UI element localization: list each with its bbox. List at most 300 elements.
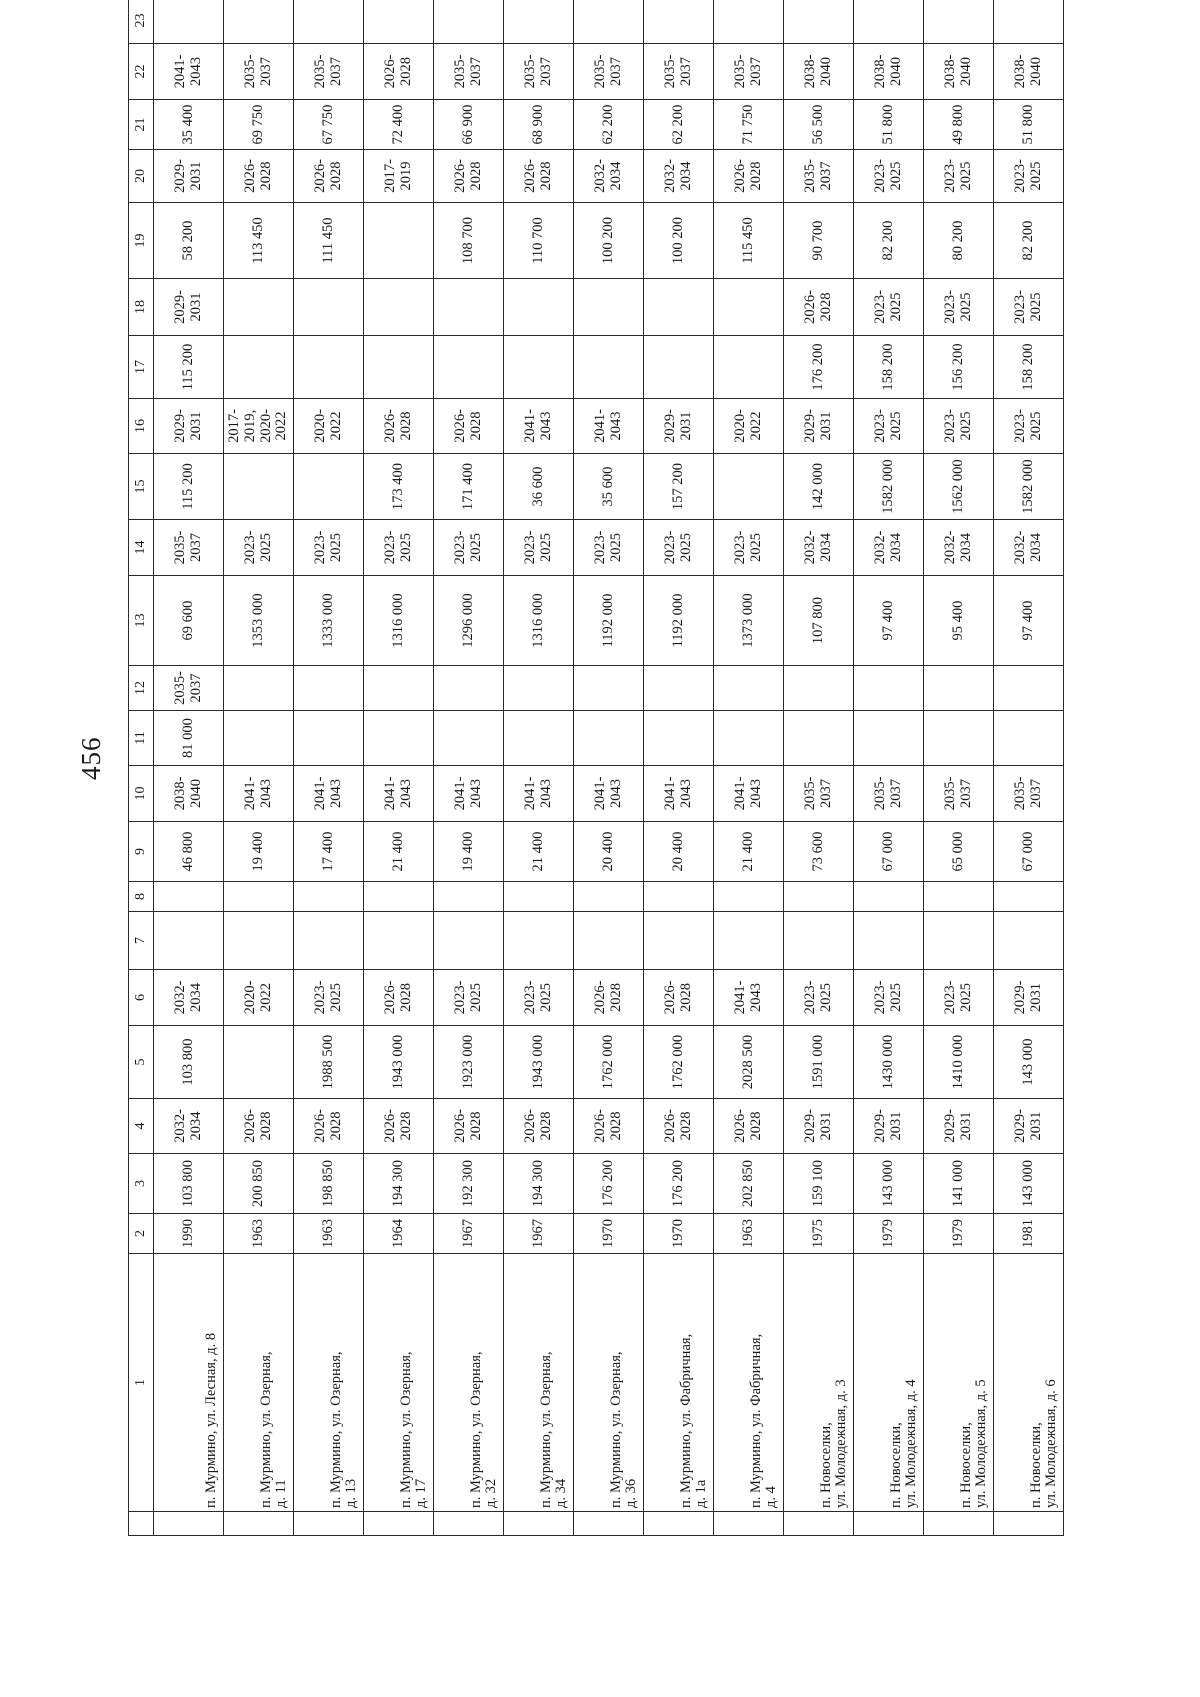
- cell-col-21: 67 750: [294, 100, 364, 150]
- cell-col-8: [224, 882, 294, 912]
- cell-col-4: 2026- 2028: [364, 1099, 434, 1154]
- row-margin-cell: [504, 1512, 574, 1536]
- cell-col-20: 2032- 2034: [644, 150, 714, 203]
- cell-col-8: [504, 882, 574, 912]
- cell-col-21: 35 400: [154, 100, 224, 150]
- column-number-2: 2: [129, 1214, 154, 1254]
- cell-col-21: 49 800: [924, 100, 994, 150]
- cell-col-11: [784, 711, 854, 766]
- cell-col-2: 1970: [574, 1214, 644, 1254]
- column-number-11: 11: [129, 711, 154, 766]
- cell-col-21: 68 900: [504, 100, 574, 150]
- cell-col-9: 19 400: [224, 822, 294, 882]
- cell-col-20: 2026- 2028: [224, 150, 294, 203]
- cell-col-3: 141 000: [924, 1154, 994, 1214]
- cell-col-17: [644, 336, 714, 399]
- cell-col-20: 2023- 2025: [994, 150, 1064, 203]
- cell-col-12: [644, 666, 714, 711]
- cell-col-4: 2029- 2031: [924, 1099, 994, 1154]
- column-number-8: 8: [129, 882, 154, 912]
- cell-col-11: [504, 711, 574, 766]
- row-margin-cell: [644, 1512, 714, 1536]
- row-margin-cell: [294, 1512, 364, 1536]
- cell-col-15: 1582 000: [854, 454, 924, 520]
- cell-col-17: [714, 336, 784, 399]
- cell-col-23: [154, 0, 224, 44]
- column-number-7: 7: [129, 912, 154, 970]
- cell-col-18: [434, 279, 504, 336]
- cell-col-13: 1316 000: [504, 576, 574, 666]
- cell-col-18: 2023- 2025: [854, 279, 924, 336]
- cell-col-13: 1316 000: [364, 576, 434, 666]
- cell-col-6: 2023- 2025: [294, 970, 364, 1026]
- cell-col-19: 110 700: [504, 203, 574, 279]
- cell-col-2: 1975: [784, 1214, 854, 1254]
- cell-col-11: 81 000: [154, 711, 224, 766]
- cell-col-15: 1562 000: [924, 454, 994, 520]
- cell-col-8: [784, 882, 854, 912]
- cell-col-4: 2026- 2028: [434, 1099, 504, 1154]
- cell-col-2: 1963: [714, 1214, 784, 1254]
- cell-col-8: [714, 882, 784, 912]
- cell-col-14: 2032- 2034: [854, 520, 924, 576]
- cell-col-8: [154, 882, 224, 912]
- address-cell: п. Новоселки, ул. Молодежная, д. 3: [784, 1254, 854, 1512]
- address-cell: п. Мурмино, ул. Озерная, д. 36: [574, 1254, 644, 1512]
- cell-col-2: 1967: [504, 1214, 574, 1254]
- cell-col-10: 2035- 2037: [784, 766, 854, 822]
- cell-col-19: [364, 203, 434, 279]
- cell-col-5: 1943 000: [364, 1026, 434, 1099]
- cell-col-13: 1373 000: [714, 576, 784, 666]
- cell-col-18: [504, 279, 574, 336]
- cell-col-22: 2038- 2040: [854, 44, 924, 100]
- cell-col-5: 1762 000: [644, 1026, 714, 1099]
- cell-col-17: [504, 336, 574, 399]
- cell-col-13: 95 400: [924, 576, 994, 666]
- cell-col-13: 1192 000: [574, 576, 644, 666]
- table-row: [784, 0, 854, 1536]
- cell-col-4: 2026- 2028: [574, 1099, 644, 1154]
- cell-col-6: 2023- 2025: [854, 970, 924, 1026]
- address-cell: п. Мурмино, ул. Лесная, д. 8: [154, 1254, 224, 1512]
- cell-col-9: 65 000: [924, 822, 994, 882]
- cell-col-8: [574, 882, 644, 912]
- cell-col-23: [294, 0, 364, 44]
- row-margin-cell: [714, 1512, 784, 1536]
- cell-col-12: 2035- 2037: [154, 666, 224, 711]
- cell-col-21: 62 200: [574, 100, 644, 150]
- cell-col-17: 115 200: [154, 336, 224, 399]
- cell-col-6: 2032- 2034: [154, 970, 224, 1026]
- cell-col-11: [574, 711, 644, 766]
- cell-col-14: 2035- 2037: [154, 520, 224, 576]
- cell-col-9: 20 400: [574, 822, 644, 882]
- cell-col-4: 2026- 2028: [294, 1099, 364, 1154]
- cell-col-9: 19 400: [434, 822, 504, 882]
- cell-col-8: [294, 882, 364, 912]
- address-cell: п. Новоселки, ул. Молодежная, д. 5: [924, 1254, 994, 1512]
- column-number-row: [129, 0, 154, 1536]
- cell-col-8: [994, 882, 1064, 912]
- cell-col-14: 2032- 2034: [924, 520, 994, 576]
- row-margin-cell: [854, 1512, 924, 1536]
- cell-col-23: [784, 0, 854, 44]
- cell-col-23: [364, 0, 434, 44]
- row-margin-cell: [784, 1512, 854, 1536]
- cell-col-15: [224, 454, 294, 520]
- cell-col-14: 2023- 2025: [364, 520, 434, 576]
- cell-col-14: 2023- 2025: [504, 520, 574, 576]
- cell-col-15: 36 600: [504, 454, 574, 520]
- column-number-18: 18: [129, 279, 154, 336]
- cell-col-5: 1591 000: [784, 1026, 854, 1099]
- cell-col-8: [924, 882, 994, 912]
- cell-col-20: 2029- 2031: [154, 150, 224, 203]
- cell-col-5: [224, 1026, 294, 1099]
- column-number-21: 21: [129, 100, 154, 150]
- cell-col-21: 51 800: [854, 100, 924, 150]
- table-row: [994, 0, 1064, 1536]
- cell-col-11: [924, 711, 994, 766]
- cell-col-23: [434, 0, 504, 44]
- rotated-table-frame: [128, 13, 1066, 1536]
- cell-col-10: 2041- 2043: [574, 766, 644, 822]
- cell-col-16: 2017- 2019, 2020- 2022: [224, 399, 294, 454]
- cell-col-3: 143 000: [994, 1154, 1064, 1214]
- cell-col-20: 2023- 2025: [854, 150, 924, 203]
- cell-col-22: 2026- 2028: [364, 44, 434, 100]
- cell-col-5: 1923 000: [434, 1026, 504, 1099]
- cell-col-2: 1967: [434, 1214, 504, 1254]
- address-cell: п. Мурмино, ул. Озерная, д. 17: [364, 1254, 434, 1512]
- cell-col-22: 2038- 2040: [784, 44, 854, 100]
- cell-col-5: 1410 000: [924, 1026, 994, 1099]
- cell-col-11: [434, 711, 504, 766]
- cell-col-15: [714, 454, 784, 520]
- cell-col-7: [994, 912, 1064, 970]
- cell-col-18: [714, 279, 784, 336]
- cell-col-6: 2020- 2022: [224, 970, 294, 1026]
- cell-col-16: 2020- 2022: [714, 399, 784, 454]
- cell-col-14: 2023- 2025: [434, 520, 504, 576]
- cell-col-7: [574, 912, 644, 970]
- cell-col-11: [364, 711, 434, 766]
- cell-col-18: [574, 279, 644, 336]
- cell-col-3: 143 000: [854, 1154, 924, 1214]
- cell-col-19: 111 450: [294, 203, 364, 279]
- table-row: [504, 0, 574, 1536]
- cell-col-13: 69 600: [154, 576, 224, 666]
- cell-col-15: 173 400: [364, 454, 434, 520]
- cell-col-7: [504, 912, 574, 970]
- cell-col-18: [364, 279, 434, 336]
- column-number-5: 5: [129, 1026, 154, 1099]
- cell-col-22: 2041- 2043: [154, 44, 224, 100]
- cell-col-10: 2041- 2043: [294, 766, 364, 822]
- cell-col-16: 2026- 2028: [364, 399, 434, 454]
- cell-col-17: 156 200: [924, 336, 994, 399]
- cell-col-21: 51 800: [994, 100, 1064, 150]
- cell-col-3: 192 300: [434, 1154, 504, 1214]
- cell-col-19: 80 200: [924, 203, 994, 279]
- cell-col-11: [294, 711, 364, 766]
- cell-col-23: [714, 0, 784, 44]
- cell-col-7: [294, 912, 364, 970]
- cell-col-11: [224, 711, 294, 766]
- cell-col-12: [504, 666, 574, 711]
- cell-col-2: 1990: [154, 1214, 224, 1254]
- cell-col-16: 2029- 2031: [644, 399, 714, 454]
- corner-cell: [129, 1512, 154, 1536]
- cell-col-18: 2026- 2028: [784, 279, 854, 336]
- cell-col-14: 2023- 2025: [714, 520, 784, 576]
- cell-col-22: 2035- 2037: [574, 44, 644, 100]
- cell-col-9: 67 000: [854, 822, 924, 882]
- cell-col-5: 103 800: [154, 1026, 224, 1099]
- cell-col-4: 2026- 2028: [224, 1099, 294, 1154]
- cell-col-14: 2023- 2025: [224, 520, 294, 576]
- cell-col-13: 97 400: [854, 576, 924, 666]
- cell-col-5: 1988 500: [294, 1026, 364, 1099]
- cell-col-4: 2029- 2031: [994, 1099, 1064, 1154]
- cell-col-19: 113 450: [224, 203, 294, 279]
- cell-col-23: [644, 0, 714, 44]
- table-row: [364, 0, 434, 1536]
- cell-col-23: [504, 0, 574, 44]
- cell-col-12: [294, 666, 364, 711]
- cell-col-3: 103 800: [154, 1154, 224, 1214]
- cell-col-7: [924, 912, 994, 970]
- cell-col-7: [644, 912, 714, 970]
- column-number-16: 16: [129, 399, 154, 454]
- cell-col-13: 97 400: [994, 576, 1064, 666]
- register-table: [128, 0, 1064, 1536]
- cell-col-10: 2041- 2043: [364, 766, 434, 822]
- cell-col-7: [854, 912, 924, 970]
- cell-col-3: 194 300: [364, 1154, 434, 1214]
- cell-col-9: 73 600: [784, 822, 854, 882]
- cell-col-5: 1430 000: [854, 1026, 924, 1099]
- cell-col-18: [224, 279, 294, 336]
- cell-col-8: [434, 882, 504, 912]
- address-cell: п. Мурмино, ул. Озерная, д. 34: [504, 1254, 574, 1512]
- cell-col-12: [924, 666, 994, 711]
- cell-col-12: [224, 666, 294, 711]
- cell-col-15: 142 000: [784, 454, 854, 520]
- cell-col-2: 1963: [224, 1214, 294, 1254]
- cell-col-3: 202 850: [714, 1154, 784, 1214]
- address-cell: п. Мурмино, ул. Озерная, д. 11: [224, 1254, 294, 1512]
- cell-col-6: 2041- 2043: [714, 970, 784, 1026]
- cell-col-23: [574, 0, 644, 44]
- cell-col-10: 2035- 2037: [994, 766, 1064, 822]
- cell-col-2: 1963: [294, 1214, 364, 1254]
- address-cell: п. Мурмино, ул. Озерная, д. 32: [434, 1254, 504, 1512]
- cell-col-22: 2035- 2037: [224, 44, 294, 100]
- cell-col-14: 2023- 2025: [644, 520, 714, 576]
- column-number-14: 14: [129, 520, 154, 576]
- cell-col-2: 1979: [854, 1214, 924, 1254]
- cell-col-4: 2032- 2034: [154, 1099, 224, 1154]
- cell-col-8: [644, 882, 714, 912]
- table-row: [714, 0, 784, 1536]
- cell-col-21: 69 750: [224, 100, 294, 150]
- cell-col-5: 2028 500: [714, 1026, 784, 1099]
- cell-col-23: [924, 0, 994, 44]
- cell-col-4: 2029- 2031: [784, 1099, 854, 1154]
- cell-col-22: 2035- 2037: [294, 44, 364, 100]
- cell-col-9: 21 400: [504, 822, 574, 882]
- column-number-1: 1: [129, 1254, 154, 1512]
- cell-col-9: 21 400: [364, 822, 434, 882]
- cell-col-16: 2029- 2031: [154, 399, 224, 454]
- cell-col-6: 2023- 2025: [504, 970, 574, 1026]
- cell-col-13: 107 800: [784, 576, 854, 666]
- cell-col-12: [714, 666, 784, 711]
- address-cell: п. Новоселки, ул. Молодежная, д. 4: [854, 1254, 924, 1512]
- row-margin-cell: [154, 1512, 224, 1536]
- cell-col-15: 1582 000: [994, 454, 1064, 520]
- column-number-17: 17: [129, 336, 154, 399]
- cell-col-11: [994, 711, 1064, 766]
- cell-col-15: 171 400: [434, 454, 504, 520]
- cell-col-4: 2026- 2028: [714, 1099, 784, 1154]
- address-cell: п. Мурмино, ул. Озерная, д. 13: [294, 1254, 364, 1512]
- cell-col-19: 100 200: [574, 203, 644, 279]
- cell-col-7: [224, 912, 294, 970]
- cell-col-20: 2026- 2028: [294, 150, 364, 203]
- column-number-12: 12: [129, 666, 154, 711]
- cell-col-23: [854, 0, 924, 44]
- cell-col-2: 1970: [644, 1214, 714, 1254]
- cell-col-19: 100 200: [644, 203, 714, 279]
- cell-col-13: 1353 000: [224, 576, 294, 666]
- cell-col-19: 108 700: [434, 203, 504, 279]
- column-number-23: 23: [129, 0, 154, 44]
- cell-col-20: 2026- 2028: [434, 150, 504, 203]
- cell-col-20: 2023- 2025: [924, 150, 994, 203]
- column-number-3: 3: [129, 1154, 154, 1214]
- cell-col-21: 62 200: [644, 100, 714, 150]
- cell-col-14: 2023- 2025: [574, 520, 644, 576]
- cell-col-10: 2041- 2043: [504, 766, 574, 822]
- cell-col-10: 2041- 2043: [434, 766, 504, 822]
- cell-col-15: 35 600: [574, 454, 644, 520]
- cell-col-10: 2035- 2037: [854, 766, 924, 822]
- cell-col-22: 2035- 2037: [644, 44, 714, 100]
- cell-col-9: 17 400: [294, 822, 364, 882]
- cell-col-6: 2026- 2028: [574, 970, 644, 1026]
- row-margin-cell: [924, 1512, 994, 1536]
- table-row: [644, 0, 714, 1536]
- cell-col-16: 2026- 2028: [434, 399, 504, 454]
- cell-col-3: 194 300: [504, 1154, 574, 1214]
- cell-col-18: 2029- 2031: [154, 279, 224, 336]
- column-number-6: 6: [129, 970, 154, 1026]
- cell-col-17: 158 200: [994, 336, 1064, 399]
- cell-col-3: 200 850: [224, 1154, 294, 1214]
- row-margin-cell: [994, 1512, 1064, 1536]
- page-number: 456: [76, 736, 106, 780]
- column-number-15: 15: [129, 454, 154, 520]
- cell-col-13: 1333 000: [294, 576, 364, 666]
- row-margin-cell: [434, 1512, 504, 1536]
- column-number-9: 9: [129, 822, 154, 882]
- cell-col-8: [364, 882, 434, 912]
- cell-col-17: 158 200: [854, 336, 924, 399]
- cell-col-7: [364, 912, 434, 970]
- cell-col-12: [574, 666, 644, 711]
- cell-col-22: 2035- 2037: [714, 44, 784, 100]
- cell-col-15: 157 200: [644, 454, 714, 520]
- cell-col-12: [434, 666, 504, 711]
- cell-col-12: [784, 666, 854, 711]
- address-cell: п. Новоселки, ул. Молодежная, д. 6: [994, 1254, 1064, 1512]
- cell-col-19: 58 200: [154, 203, 224, 279]
- cell-col-16: 2020- 2022: [294, 399, 364, 454]
- cell-col-11: [854, 711, 924, 766]
- cell-col-17: [294, 336, 364, 399]
- cell-col-9: 46 800: [154, 822, 224, 882]
- cell-col-18: 2023- 2025: [924, 279, 994, 336]
- row-margin-cell: [364, 1512, 434, 1536]
- cell-col-10: 2041- 2043: [714, 766, 784, 822]
- cell-col-19: 115 450: [714, 203, 784, 279]
- cell-col-3: 198 850: [294, 1154, 364, 1214]
- cell-col-22: 2035- 2037: [504, 44, 574, 100]
- cell-col-22: 2038- 2040: [924, 44, 994, 100]
- column-number-13: 13: [129, 576, 154, 666]
- cell-col-8: [854, 882, 924, 912]
- cell-col-19: 82 200: [994, 203, 1064, 279]
- cell-col-17: [224, 336, 294, 399]
- cell-col-11: [714, 711, 784, 766]
- cell-col-6: 2023- 2025: [924, 970, 994, 1026]
- cell-col-13: 1296 000: [434, 576, 504, 666]
- cell-col-7: [784, 912, 854, 970]
- column-number-19: 19: [129, 203, 154, 279]
- cell-col-20: 2035- 2037: [784, 150, 854, 203]
- cell-col-22: 2035- 2037: [434, 44, 504, 100]
- cell-col-10: 2041- 2043: [224, 766, 294, 822]
- cell-col-2: 1964: [364, 1214, 434, 1254]
- cell-col-9: 20 400: [644, 822, 714, 882]
- cell-col-17: 176 200: [784, 336, 854, 399]
- column-number-4: 4: [129, 1099, 154, 1154]
- cell-col-4: 2029- 2031: [854, 1099, 924, 1154]
- cell-col-18: [294, 279, 364, 336]
- cell-col-3: 159 100: [784, 1154, 854, 1214]
- cell-col-5: 1943 000: [504, 1026, 574, 1099]
- cell-col-20: 2017- 2019: [364, 150, 434, 203]
- table-row: [294, 0, 364, 1536]
- cell-col-7: [434, 912, 504, 970]
- cell-col-10: 2035- 2037: [924, 766, 994, 822]
- cell-col-20: 2026- 2028: [504, 150, 574, 203]
- row-margin-cell: [224, 1512, 294, 1536]
- table-row: [854, 0, 924, 1536]
- cell-col-18: [644, 279, 714, 336]
- cell-col-9: 67 000: [994, 822, 1064, 882]
- table-row: [154, 0, 224, 1536]
- table-row: [224, 0, 294, 1536]
- cell-col-14: 2032- 2034: [784, 520, 854, 576]
- address-cell: п. Мурмино, ул. Фабричная, д. 1а: [644, 1254, 714, 1512]
- table-row: [434, 0, 504, 1536]
- table-row: [574, 0, 644, 1536]
- cell-col-6: 2023- 2025: [784, 970, 854, 1026]
